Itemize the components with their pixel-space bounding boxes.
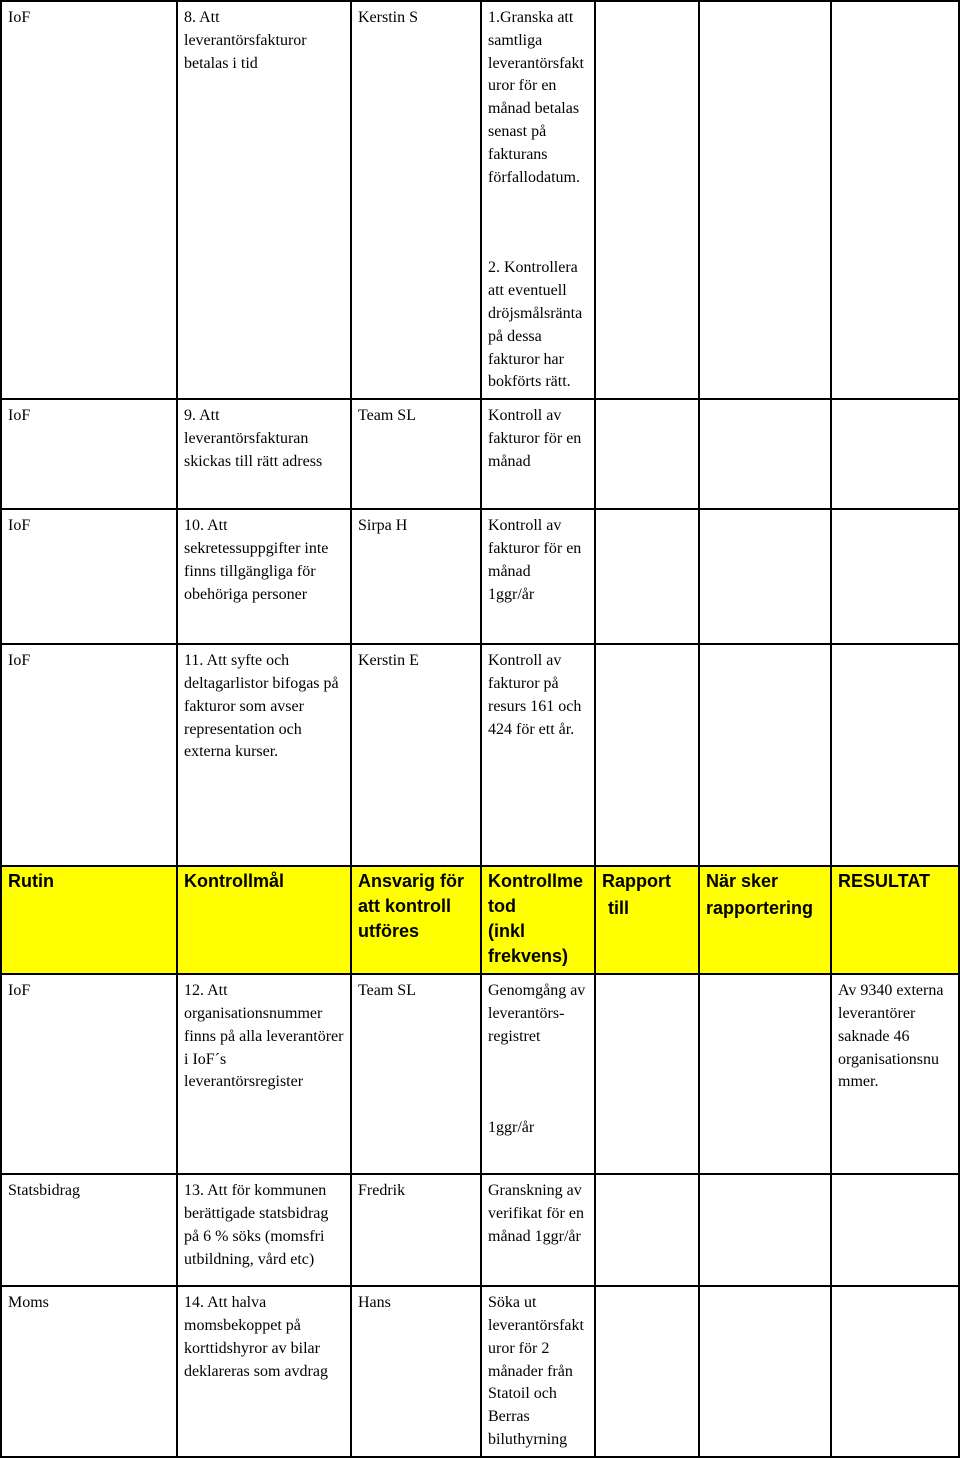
resultat-cell: [831, 399, 959, 509]
header-rapport-till: till: [608, 898, 629, 919]
header-rutin-text: Rutin: [8, 871, 54, 892]
kontrollmal-cell: [177, 509, 351, 644]
ansvarig-cell: [351, 399, 481, 509]
nar-cell: [699, 644, 831, 866]
resultat-cell: [831, 1174, 959, 1286]
header-kontrollmal-text: Kontrollmål: [184, 871, 285, 892]
rapport-cell: [595, 644, 699, 866]
table-row: [1, 974, 959, 1174]
kontrollmetod-frequency: 1ggr/år: [488, 1118, 535, 1136]
kontrollmetod-text: Kontroll av fakturor för en månad: [488, 407, 582, 470]
kontrollmetod-text: 1.Granska att samtliga leverantörsfakt uror för en månad betalas senast på fakturans förfallodatum.: [488, 9, 584, 186]
header-ansvarig-text: Ansvarig för att kontroll utföres: [358, 871, 465, 942]
kontrollmal-cell: [177, 399, 351, 509]
rutin-cell: [1, 1286, 177, 1457]
kontrollmetod-text: Kontroll av fakturor på resurs 161 och 424 för ett år.: [488, 652, 582, 738]
rapport-cell: [595, 509, 699, 644]
ansvarig-cell: [351, 1174, 481, 1286]
nar-cell: [699, 1, 831, 399]
ansvarig-cell: [351, 1, 481, 399]
table-header-row: [1, 866, 959, 974]
kontrollmetod-cell: [481, 1174, 595, 1286]
kontrollmetod-cell: [481, 644, 595, 866]
header-nar-rapportering: rapportering: [706, 898, 814, 919]
kontrollmetod-cell: [481, 1, 595, 399]
header-kontrollmetod-frequency: (inkl frekvens): [488, 921, 569, 967]
rapport-cell: [595, 399, 699, 509]
kontrollmal-text: 10. Att sekretessuppgifter inte finns tillgängliga för obehöriga personer: [184, 517, 329, 603]
kontrollmal-text: 11. Att syfte och deltagarlistor bifogas på fakturor som avser representation och externa kurser.: [184, 652, 339, 761]
header-kontrollmal: [177, 866, 351, 974]
kontrollmal-text: 14. Att halva momsbekoppet på korttidshyror av bilar deklareras som avdrag: [184, 1294, 328, 1380]
header-nar: [699, 866, 831, 974]
resultat-cell: [831, 1286, 959, 1457]
rapport-cell: [595, 1174, 699, 1286]
header-resultat: [831, 866, 959, 974]
rutin-text: IoF: [8, 407, 31, 425]
rutin-cell: [1, 1174, 177, 1286]
kontrollmal-cell: [177, 974, 351, 1174]
kontrollmetod-text: Söka ut leverantörsfakt uror för 2 månader från Statoil och Berras biluthyrning: [488, 1294, 584, 1448]
kontrollmetod-cell: [481, 974, 595, 1174]
rutin-cell: [1, 644, 177, 866]
table-row: [1, 1174, 959, 1286]
header-resultat-text: RESULTAT: [838, 871, 930, 892]
kontrollmal-cell: [177, 1286, 351, 1457]
header-rapport: [595, 866, 699, 974]
header-rapport-text: Rapport: [602, 871, 671, 892]
ansvarig-text: Kerstin E: [358, 652, 419, 670]
rutin-text: IoF: [8, 982, 31, 1000]
resultat-cell: [831, 509, 959, 644]
header-kontrollmetod: [481, 866, 595, 974]
table-row: [1, 644, 959, 866]
nar-cell: [699, 509, 831, 644]
kontrollmetod-text: Genomgång av leverantörs-registret: [488, 982, 586, 1045]
kontrollmetod-text: Kontroll av fakturor för en månad: [488, 517, 582, 580]
rutin-cell: [1, 399, 177, 509]
rapport-cell: [595, 1, 699, 399]
rutin-cell: [1, 974, 177, 1174]
table-row: [1, 399, 959, 509]
header-rutin: [1, 866, 177, 974]
kontrollmetod-cell: [481, 399, 595, 509]
kontrollmal-text: 13. Att för kommunen berättigade statsbidrag på 6 % söks (momsfri utbildning, vård etc): [184, 1182, 329, 1268]
resultat-cell: [831, 974, 959, 1174]
kontrollmal-text: 8. Att leverantörsfakturor betalas i tid: [184, 9, 307, 72]
nar-cell: [699, 399, 831, 509]
ansvarig-text: Team SL: [358, 407, 416, 425]
rapport-cell: [595, 974, 699, 1174]
ansvarig-cell: [351, 644, 481, 866]
nar-cell: [699, 1174, 831, 1286]
rutin-text: Moms: [8, 1294, 49, 1312]
table-row: [1, 1286, 959, 1457]
kontrollmal-cell: [177, 1174, 351, 1286]
kontrollmal-cell: [177, 1, 351, 399]
rutin-text: Statsbidrag: [8, 1182, 80, 1200]
rutin-cell: [1, 509, 177, 644]
rutin-cell: [1, 1, 177, 399]
ansvarig-text: Hans: [358, 1294, 391, 1312]
table-row: [1, 1, 959, 399]
ansvarig-text: Kerstin S: [358, 9, 418, 26]
rapport-cell: [595, 1286, 699, 1457]
ansvarig-cell: [351, 1286, 481, 1457]
rutin-text: IoF: [8, 9, 31, 26]
ansvarig-cell: [351, 509, 481, 644]
ansvarig-text: Sirpa H: [358, 517, 408, 535]
kontrollmetod-text: Granskning av verifikat för en månad 1ggr/år: [488, 1182, 584, 1245]
kontrollmal-cell: [177, 644, 351, 866]
nar-cell: [699, 974, 831, 1174]
kontrollmetod-cell: [481, 509, 595, 644]
resultat-cell: [831, 1, 959, 399]
kontrollmetod-frequency: 1ggr/år: [488, 585, 535, 603]
nar-cell: [699, 1286, 831, 1457]
kontrollmetod-cell: [481, 1286, 595, 1457]
rutin-text: IoF: [8, 652, 31, 670]
table-row: [1, 509, 959, 644]
resultat-text: Av 9340 externa leverantörer saknade 46 organisationsnu mmer.: [838, 982, 944, 1091]
ansvarig-text: Fredrik: [358, 1182, 406, 1200]
rutin-text: IoF: [8, 517, 31, 535]
header-kontrollmetod-text: Kontrollme tod: [488, 871, 584, 917]
ansvarig-cell: [351, 974, 481, 1174]
header-nar-text: När sker: [706, 871, 779, 892]
header-ansvarig: [351, 866, 481, 974]
kontrollmetod-text-2: 2. Kontrollera att eventuell dröjsmålsränta på dessa fakturor har bokförts rätt.: [488, 259, 583, 391]
kontrollmal-text: 12. Att organisationsnummer finns på alla leverantörer i IoF´s leverantörsregister: [184, 982, 344, 1091]
ansvarig-text: Team SL: [358, 982, 416, 1000]
kontrollmal-text: 9. Att leverantörsfakturan skickas till rätt adress: [184, 407, 323, 470]
resultat-cell: [831, 644, 959, 866]
